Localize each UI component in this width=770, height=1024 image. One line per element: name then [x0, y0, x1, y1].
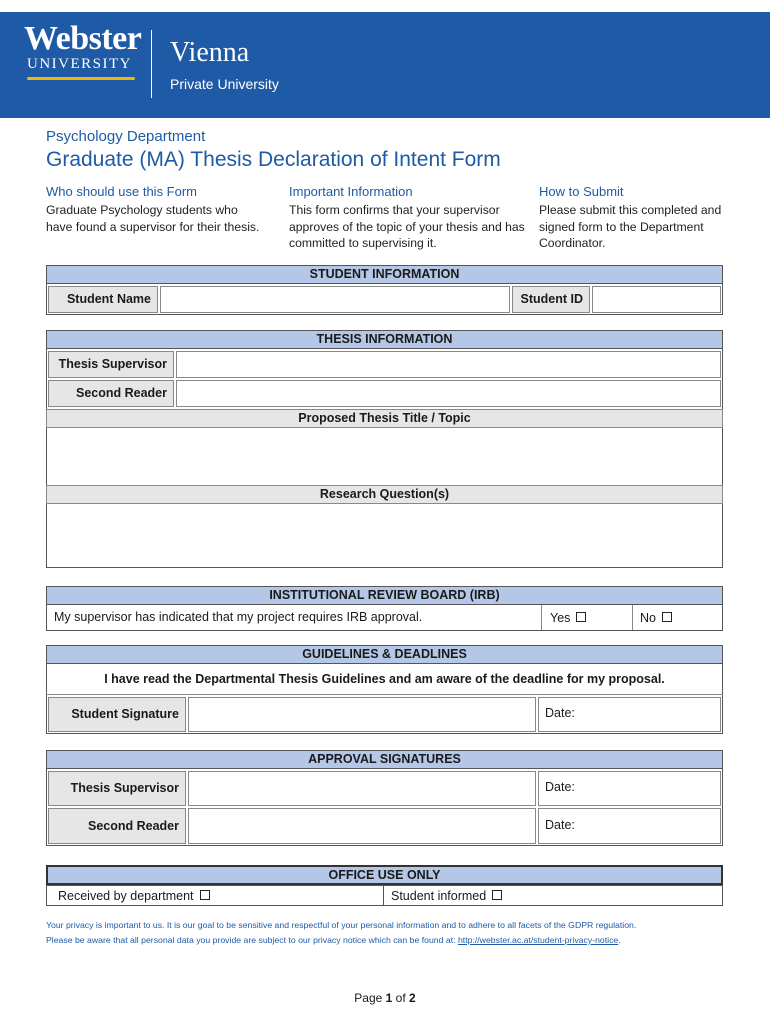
approval-reader-label: Second Reader [48, 808, 186, 844]
submit-heading: How to Submit [539, 184, 624, 199]
privacy-line-2-text: Please be aware that all personal data you provide are subject to our privacy notice which can be found at: [46, 935, 456, 945]
logo-divider [151, 30, 152, 98]
irb-yes-checkbox-icon[interactable] [576, 612, 586, 622]
received-label: Received by department [58, 889, 194, 903]
informed-label: Student informed [391, 889, 487, 903]
who-heading: Who should use this Form [46, 184, 198, 199]
student-date-field[interactable] [538, 697, 721, 732]
guidelines-statement: I have read the Departmental Thesis Guidelines and am aware of the deadline for my proposal. [104, 672, 665, 686]
irb-yes-label: Yes [550, 611, 571, 625]
logo-gold-swoosh [27, 77, 135, 80]
logo-private-university-text: Private University [170, 76, 279, 92]
approval-header: APPROVAL SIGNATURES [46, 750, 723, 769]
thesis-title-field[interactable] [48, 428, 721, 484]
irb-no-option[interactable] [640, 611, 672, 625]
logo-vienna-text: Vienna [170, 37, 250, 68]
page-word: Page [354, 991, 383, 1005]
of-word: of [395, 991, 406, 1005]
privacy-link[interactable]: http://webster.ac.at/student-privacy-notice [457, 935, 619, 945]
research-questions-header: Research Question(s) [46, 485, 723, 504]
privacy-line-1: Your privacy is important to us. It is our goal to be sensitive and respectful of your personal information and to adhere to all facets of the GDPR regulation. [46, 920, 637, 930]
approval-supervisor-label: Thesis Supervisor [48, 771, 186, 806]
who-body: Graduate Psychology students who have found a supervisor for their thesis. [46, 203, 260, 234]
approval-reader-signature-field[interactable] [188, 808, 536, 844]
informed-option[interactable] [391, 889, 502, 903]
privacy-notice [46, 918, 726, 948]
privacy-line-2 [46, 933, 726, 948]
student-name-label: Student Name [48, 286, 158, 313]
header-banner [0, 12, 770, 118]
privacy-period: . [618, 935, 621, 945]
guidelines-header: GUIDELINES & DEADLINES [46, 645, 723, 664]
approval-supervisor-signature-field[interactable] [188, 771, 536, 806]
approval-reader-date-field[interactable] [538, 808, 721, 844]
office-use-header: OFFICE USE ONLY [46, 865, 723, 885]
student-id-label: Student ID [512, 286, 590, 313]
approval-supervisor-date-field[interactable] [538, 771, 721, 806]
student-name-field[interactable] [160, 286, 510, 313]
irb-no-label: No [640, 611, 656, 625]
thesis-title-header: Proposed Thesis Title / Topic [46, 409, 723, 428]
informed-checkbox-icon[interactable] [492, 890, 502, 900]
second-reader-field[interactable] [176, 380, 721, 407]
thesis-supervisor-field[interactable] [176, 351, 721, 378]
student-signature-field[interactable] [188, 697, 536, 732]
irb-header: INSTITUTIONAL REVIEW BOARD (IRB) [46, 586, 723, 605]
research-questions-field[interactable] [48, 504, 721, 566]
student-signature-label: Student Signature [48, 697, 186, 732]
page-current: 1 [385, 991, 393, 1005]
thesis-supervisor-label: Thesis Supervisor [48, 351, 174, 378]
info-heading: Important Information [289, 184, 413, 199]
submit-body: Please submit this completed and signed form to the Department Coordinator. [539, 203, 722, 250]
student-info-header: STUDENT INFORMATION [46, 265, 723, 284]
form-title: Graduate (MA) Thesis Declaration of Intent Form [46, 148, 501, 171]
received-option[interactable] [58, 889, 210, 903]
approval-reader-date-label: Date: [545, 818, 575, 832]
irb-statement: My supervisor has indicated that my project requires IRB approval. [54, 610, 423, 624]
info-body: This form confirms that your supervisor approves of the topic of your thesis and has committed to supervising it. [289, 203, 525, 250]
student-id-field[interactable] [592, 286, 721, 313]
guidelines-divider [46, 694, 723, 695]
approval-supervisor-date-label: Date: [545, 780, 575, 794]
thesis-info-header: THESIS INFORMATION [46, 330, 723, 349]
second-reader-label: Second Reader [48, 380, 174, 407]
student-date-label: Date: [545, 706, 575, 720]
page-total: 2 [409, 991, 416, 1005]
logo-webster-text: Webster [24, 20, 142, 57]
page-number [0, 991, 770, 1005]
office-use-divider [383, 886, 384, 905]
received-checkbox-icon[interactable] [200, 890, 210, 900]
department-name: Psychology Department [46, 128, 206, 145]
logo-university-text: UNIVERSITY [27, 56, 132, 72]
irb-no-checkbox-icon[interactable] [662, 612, 672, 622]
irb-yes-option[interactable] [550, 611, 586, 625]
